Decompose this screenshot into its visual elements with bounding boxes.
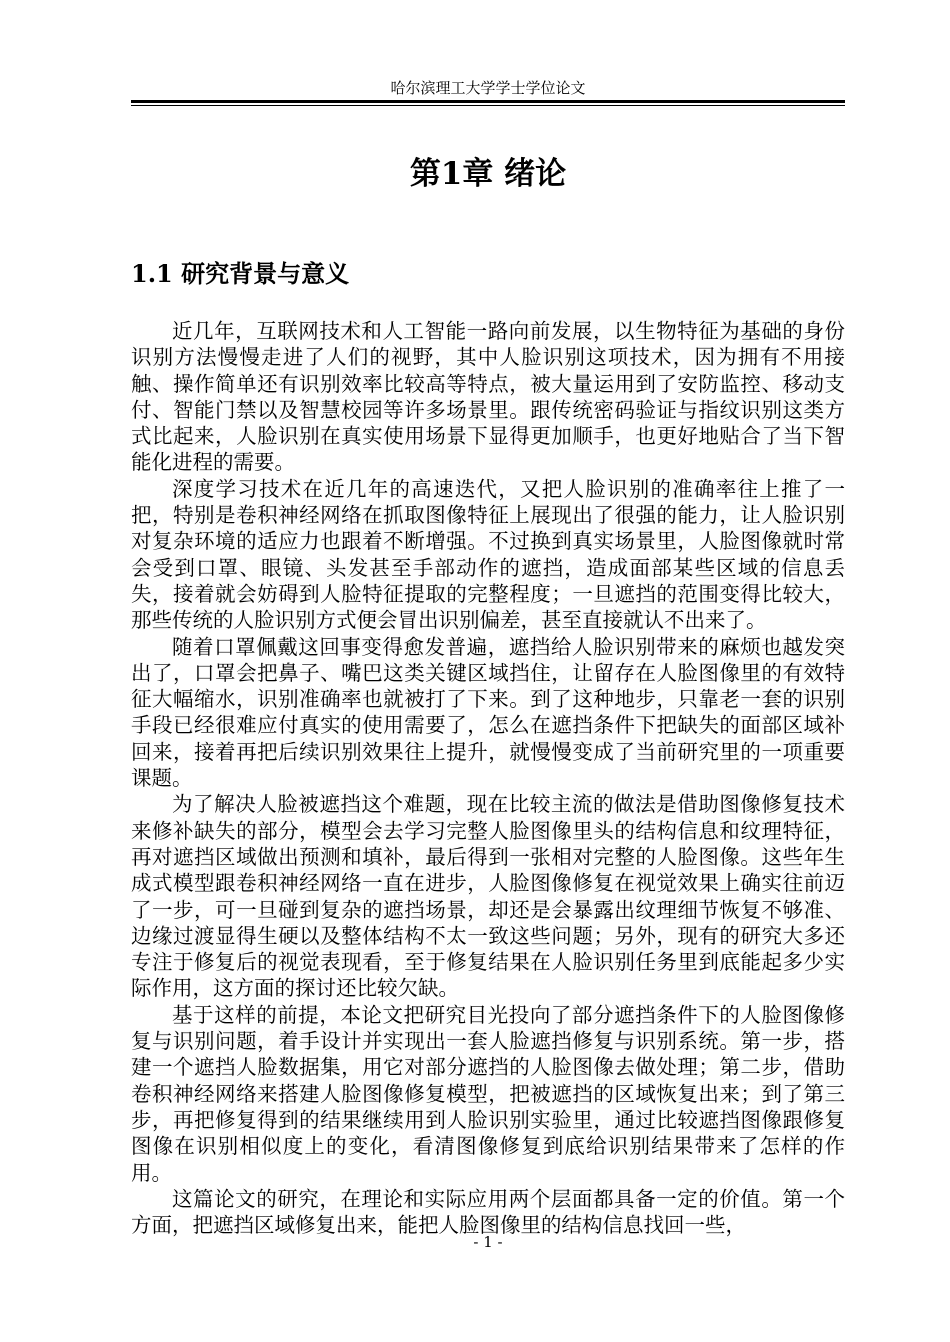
section-title: 1.1 研究背景与意义 [131,259,350,288]
body-text [131,318,845,1238]
paragraph-6: 这篇论文的研究，在理论和实际应用两个层面都具备一定的价值。第一个方面，把遮挡区域修复出来，能把人脸图像里的结构信息找回一些， [131,1186,845,1238]
running-header: 哈尔滨理工大学学士学位论文 [390,79,586,97]
header-rule-thin [131,105,845,106]
paragraph-3: 随着口罩佩戴这回事变得愈发普遍，遮挡给人脸识别带来的麻烦也越发突出了，口罩会把鼻子、嘴巴这类关键区域挡住，让留存在人脸图像里的有效特征大幅缩水，识别准确率也就被打了下来。到了这种地步，只靠老一套的识别手段已经很难应付真实的使用需要了，怎么在遮挡条件下把缺失的面部区域补回来，接着再把后续识别效果往上提升，就慢慢变成了当前研究里的一项重要课题。 [131,634,845,791]
paragraph-1: 近几年，互联网技术和人工智能一路向前发展，以生物特征为基础的身份识别方法慢慢走进了人们的视野，其中人脸识别这项技术，因为拥有不用接触、操作简单还有识别效率比较高等特点，被大量运用到了安防监控、移动支付、智能门禁以及智慧校园等许多场景里。跟传统密码验证与指纹识别这类方式比起来，人脸识别在真实使用场景下显得更加顺手，也更好地贴合了当下智能化进程的需要。 [131,319,845,475]
chapter-title: 第1章 绪论 [409,156,567,192]
paragraph-4: 为了解决人脸被遮挡这个难题，现在比较主流的做法是借助图像修复技术来修补缺失的部分，模型会去学习完整人脸图像里头的结构信息和纹理特征，再对遮挡区域做出预测和填补，最后得到一张相对完整的人脸图像。这些年生成式模型跟卷积神经网络一直在进步，人脸图像修复在视觉效果上确实往前迈了一步，可一旦碰到复杂的遮挡场景，却还是会暴露出纹理细节恢复不够准、边缘过渡显得生硬以及整体结构不太一致这些问题；另外，现有的研究大多还专注于修复后的视觉表现看，至于修复结果在人脸识别任务里到底能起多少实际作用，这方面的探讨还比较欠缺。 [131,792,845,1001]
paragraph-2: 深度学习技术在近几年的高速迭代，又把人脸识别的准确率往上推了一把，特别是卷积神经网络在抓取图像特征上展现出了很强的能力，让人脸识别对复杂环境的适应力也跟着不断增强。不过换到真实场景里，人脸图像就时常会受到口罩、眼镜、头发甚至手部动作的遮挡，造成面部某些区域的信息丢失，接着就会妨碍到人脸特征提取的完整程度；一旦遮挡的范围变得比较大，那些传统的人脸识别方式便会冒出识别偏差，甚至直接就认不出来了。 [131,476,845,633]
header-rule-thick [131,100,845,103]
paragraph-5: 基于这样的前提，本论文把研究目光投向了部分遮挡条件下的人脸图像修复与识别问题，着手设计并实现出一套人脸遮挡修复与识别系统。第一步，搭建一个遮挡人脸数据集，用它对部分遮挡的人脸图像去做处理；第二步，借助卷积神经网络来搭建人脸图像修复模型，把被遮挡的区域恢复出来；到了第三步，再把修复得到的结果继续用到人脸识别实验里，通过比较遮挡图像跟修复图像在识别相似度上的变化，看清图像修复到底给识别结果带来了怎样的作用。 [131,1002,845,1185]
page-number: - 1 - [473,1233,503,1251]
